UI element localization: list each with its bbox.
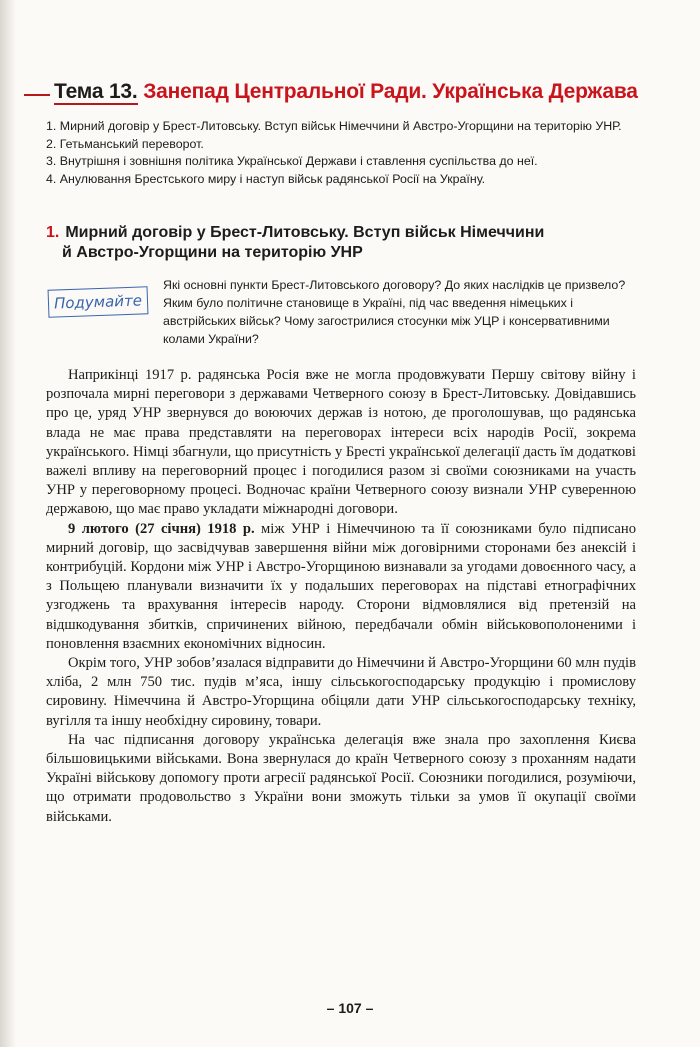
- paragraph-lead: 9 лютого (27 січня) 1918 р.: [68, 520, 255, 537]
- main-text: [46, 366, 636, 827]
- topic-label: Тема 13.: [54, 80, 138, 103]
- plan-item: 1. Мирний договір у Брест-Литовську. Вступ військ Німеччини й Австро-Угорщини на територію УНР.: [46, 119, 622, 133]
- think-questions-text: Які основні пункти Брест-Литовського договору? До яких наслідків це призвело? Яким було політичне становище в Україні, під час введення німецьких і австрійських військ? Чому загострилися стосунки між УЦР і консервативними колами України?: [163, 278, 626, 346]
- topic-title: [24, 80, 644, 104]
- section-title-line1: Мирний договір у Брест-Литовську. Вступ військ Німеччини: [65, 224, 545, 241]
- think-stamp: Подумайте: [48, 286, 149, 317]
- paragraph-text: Наприкінці 1917 р. радянська Росія вже не могла продовжувати Першу світову війну і розпочала мирні переговори з державами Четверного союзу в Брест-Литовську. Довідавшись про це, уряд УНР звернувся до воюючих держав із нотою, де проголошував, що радянська влада не має права представляти на переговорах інтереси всіх народів Росії, зокрема українського. Німці збагнули, що присутність у Бресті української делегації дасть їм додаткові важелі впливу на переговорний процес і погодилися разом зі своїми союзниками на участь УНР у переговорному процесі. Водночас країни Четверного союзу визнали УНР суверенною державою, що має право укладати міжнародні договори.: [46, 367, 636, 518]
- paragraph-text: між УНР і Німеччиною та її союзниками було підписано мирний договір, що засвідчував завершення війни між договірними сторонами без анексій і контрибуцій. Кордони між УНР і Австро-Угорщиною визнавали за угодами довоєнного часу, а з Польщею планували визначити їх у подальших переговорах на підставі етнографічних узгоджень та врахування інтересів народу. Сторони відмовлялися від претензій на відшкодування збитків, спричинених війною, передбачали обмін військовополоненими і поновлення взаємних економічних відносин.: [46, 520, 636, 652]
- page-number: – 107 –: [326, 1000, 374, 1016]
- section-title-line2: й Австро-Угорщини на територію УНР: [62, 244, 363, 261]
- plan-item: 3. Внутрішня і зовнішня політика Української Держави і ставлення суспільства до неї.: [46, 154, 538, 168]
- paragraph: [46, 654, 636, 731]
- topic-name: Занепад Центральної Ради. Українська Держава: [143, 80, 638, 103]
- paragraph-text: На час підписання договору українська делегація вже знала про захоплення Києва більшовицькими військами. Вона звернулася до країн Четверного союзу з проханням надати Україні військову допомогу проти агресії радянської Росії. Союзники погодилися, розуміючи, що отримати продовольство з України вони зможуть тільки за умов її окупації своїми військами.: [46, 731, 636, 825]
- paragraph: [46, 366, 636, 520]
- paragraph: [46, 520, 636, 654]
- page-edge-shadow: [0, 0, 16, 1047]
- paragraph-text: Окрім того, УНР зобов’язалася відправити до Німеччини й Австро-Угорщини 60 млн пудів хліба, 2 млн 750 тис. пудів м’яса, іншу сільськогосподарську продукцію і промислову сировину. Німеччина й Австро-Угорщина обіцяли дати УНР сільськогосподарську техніку, вугілля та іншу необхідну сировину, товари.: [46, 655, 636, 729]
- paragraph: [46, 731, 636, 827]
- plan-item: 2. Гетьманський переворот.: [46, 136, 204, 151]
- plan-item: 4. Анулювання Брестського миру і наступ військ радянської Росії на Україну.: [46, 171, 486, 186]
- topic-plan: [46, 118, 636, 188]
- section-heading: [46, 223, 606, 263]
- section-number: 1.: [46, 224, 60, 241]
- title-rule: [24, 94, 50, 96]
